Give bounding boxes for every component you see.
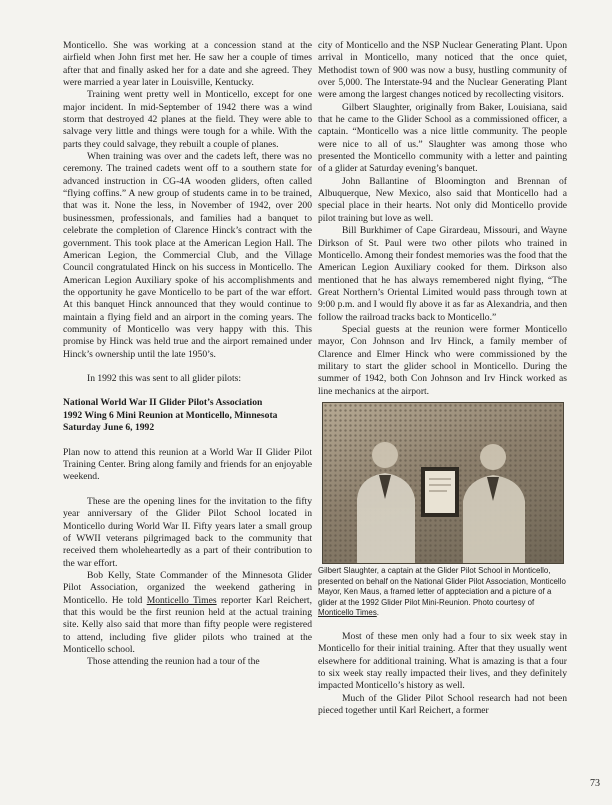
heading-line: Saturday June 6, 1992 xyxy=(63,422,155,434)
newspaper-name: Monticello Times xyxy=(318,608,377,618)
heading-line: 1992 Wing 6 Mini Reunion at Monticello, Minnesota xyxy=(63,409,278,421)
paragraph: In 1992 this was sent to all glider pilots: xyxy=(87,372,242,384)
newspaper-name: Monticello Times xyxy=(146,594,217,606)
heading-line: National World War II Glider Pilot’s Association xyxy=(63,397,263,409)
right-column xyxy=(318,40,567,717)
reunion-photo xyxy=(322,402,564,564)
paragraph: city of Monticello and the NSP Nuclear Generating Plant. Upon arrival in Monticello, many noticed that the once quiet, Methodist town of 900 was now a busy, hustling community of over 5,000. The Interstate-94 and the Nuclear Generating Plant were among the largest changes noticed by recollecting visitors. xyxy=(318,40,567,101)
reunion-heading xyxy=(63,397,312,435)
photo-caption: Gilbert Slaughter, a captain at the Glider Pilot School in Monticello, presented on behalf on the National Glider Pilot Association, Monticello Mayor, Ken Maus, a framed letter of appteciation and a picture of a glider at the 1992 Glider Pilot Mini-Reunion. Photo courtesy of Monticello Times. xyxy=(318,565,566,618)
page-number: 73 xyxy=(590,778,600,789)
paragraph: These are the opening lines for the invitation to the fifty year anniversary of the Glider Pilot School located in Monticello during World War II. Fifty years later a small group of WWII veterans pilgrimaged back to the community that received them wholeheartedly as a part of their contribution to the war effort. xyxy=(63,495,312,569)
person-icon xyxy=(357,442,415,563)
framed-letter-icon xyxy=(421,467,459,517)
left-column xyxy=(63,40,312,669)
paragraph: Those attending the reunion had a tour of the xyxy=(87,656,260,668)
paragraph: Monticello. She was working at a concession stand at the airfield when John first met her. He saw her a couple of times after that and finally asked her for a date and she agreed. They were married a year later in Louisville, Kentucky. xyxy=(63,40,312,89)
paragraph: When training was over and the cadets left, there was no ceremony. The trained cadets went off to a southern state for advanced instruction in CG-4A wooden gliders, often called “flying coffins.” A new group of students came in to be trained, that was it. None the less, in November of 1942, over 200 businessmen, professionals, and families had a banquet to celebrate the completion of Clarence Hinck’s contract with the government. This took place at the American Legion Hall. The American Legion, the Commercial Club, and the Village Council congratulated Hinck on his success in Monticello. The American Legion Auxiliary spoke of his accomplishments and the opportunity he gave Monticello to be part of the war effort. At this banquet Hinck announced that they would continue to maintain a flying field and an airport in the coming years. The community of Monticello was very happy with this. This promise by Hinck was held true and the airport remained under Hinck’s ownership until the late 1950’s. xyxy=(63,151,312,360)
paragraph: Training went pretty well in Monticello, except for one major incident. In mid-September of 1942 there was a wind storm that destroyed 42 planes at the field. They were able to salvage very little and things were tough for a while. With the parts they could salvage, they rebuilt a couple of planes. xyxy=(63,89,312,150)
paragraph: Plan now to attend this reunion at a World War II Glider Pilot Training Center. Bring along family and friends for an enjoyable weekend. xyxy=(63,446,312,483)
paragraph: Bob Kelly, State Commander of the Minnesota Glider Pilot Association, organized the weekend gathering in Monticello. He told Monticello Times reporter Karl Reichert, that this would be the first reunion held at the actual training site. Kelly also said that more than fifty people were registered to attend, including five glider pilots who trained at the Monticello school. xyxy=(63,569,313,655)
paragraph: Most of these men only had a four to six week stay in Monticello for their initial training. After that they usually went elsewhere for additional training. What is amazing is that a four to six week stay really impacted their lives, and they definitely impacted Monticello’s history as well. xyxy=(318,630,567,692)
paragraph: Gilbert Slaughter, originally from Baker, Louisiana, said that he came to the Glider School as a commissioned officer, a captain. “Monticello was a nice little community. The people were nice to all of us.” Slaughter was among those who presented the Monticello community with a letter and painting of a glider at Saturday evening’s banquet. xyxy=(318,101,567,175)
paragraph: Bill Burkhimer of Cape Girardeau, Missouri, and Wayne Dirkson of St. Paul were two other pilots who trained in Monticello. Among their fondest memories was the food that the American Legion Auxiliary cooked for them. Dirkson also mentioned that he has always remembered night flying, “The Great Northern’s Oriental Limited would pass through town at 9:00 p.m. and I would fly above it as far as Alexandria, and then follow the railroad tracks back to Monticello.” xyxy=(318,225,567,323)
person-icon xyxy=(463,444,525,563)
photo-illustration xyxy=(323,403,563,563)
paragraph: Special guests at the reunion were former Monticello mayor, Con Johnson and Irv Hinck, a family member of Clarence and Elmer Hinck who were commissioned by the military to start the glider school in Monticello. During the summer of 1942, both Con Johnson and Irv Hinck worked as line mechanics at the airport. xyxy=(318,323,567,397)
paragraph: Much of the Glider Pilot School research had not been pieced together until Karl Reichert, a former xyxy=(318,692,567,716)
paragraph: John Ballantine of Bloomington and Brennan of Albuquerque, New Mexico, also said that Monticello had a special place in their hearts. Not only did Monticello provide pilot training but love as well. xyxy=(318,175,567,224)
